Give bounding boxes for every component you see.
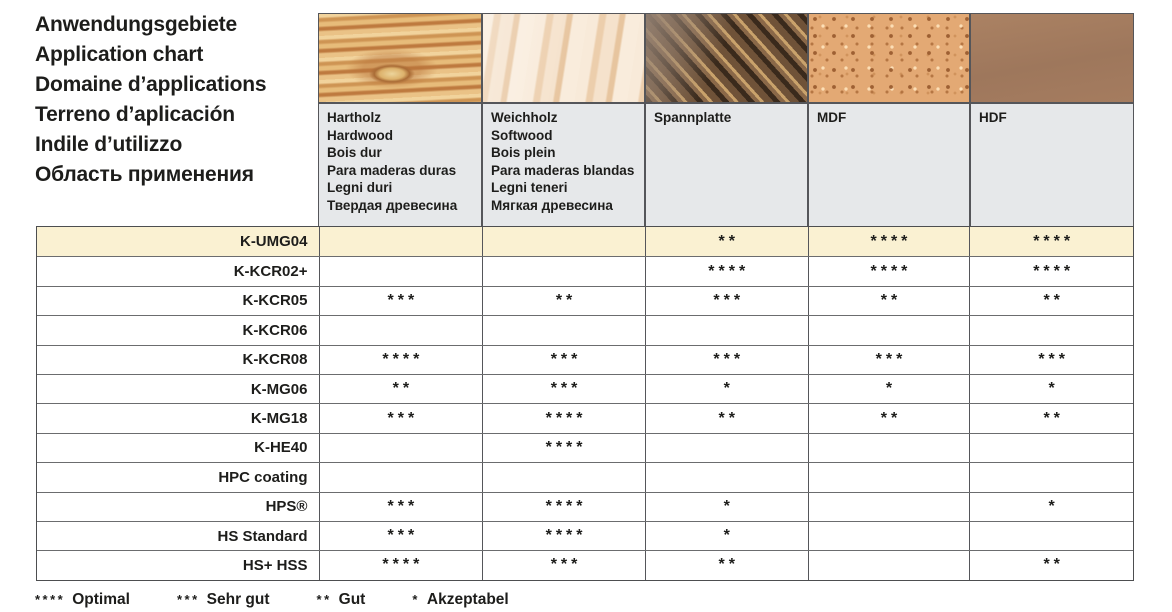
star-rating: **** (870, 232, 912, 250)
material-photo-band (318, 13, 1134, 103)
rating-cell (482, 551, 645, 579)
star-rating: **** (1033, 232, 1075, 250)
star-rating: **** (708, 262, 750, 280)
table-row-k-mg18 (37, 403, 1133, 432)
product-name: K-KCR05 (242, 292, 308, 310)
header-line: MDF (817, 110, 847, 125)
star-rating: ** (1043, 291, 1064, 309)
rating-cell (319, 227, 483, 256)
legend-stars: *** (176, 592, 200, 607)
star-rating: **** (545, 497, 587, 515)
title-en: Application chart (35, 43, 204, 66)
header-line: Weichholz (491, 110, 558, 125)
rating-cell (482, 287, 645, 315)
column-header-chipboard (645, 103, 808, 227)
rating-cell (482, 404, 645, 432)
rating-cell (808, 346, 970, 374)
table-row-k-kcr02 (37, 256, 1133, 285)
title-de: Anwendungsgebiete (35, 13, 237, 36)
row-label (37, 522, 319, 550)
star-rating: *** (387, 497, 419, 515)
legend-item-sehr-gut (177, 591, 270, 609)
header-line: Legni duri (327, 180, 393, 195)
star-rating: ** (718, 409, 739, 427)
header-line: Bois plein (491, 145, 556, 160)
rating-cell (969, 434, 1133, 462)
rating-cell (645, 227, 808, 256)
table-row-k-kcr08 (37, 345, 1133, 374)
rating-cell (808, 227, 970, 256)
star-rating: *** (713, 291, 745, 309)
rating-cell (482, 346, 645, 374)
row-label (37, 346, 319, 374)
rating-cell (482, 227, 645, 256)
rating-cell (482, 316, 645, 344)
rating-cell (969, 493, 1133, 521)
rating-cell (969, 404, 1133, 432)
header-line: Softwood (491, 127, 553, 143)
star-rating: ** (880, 409, 902, 427)
row-label (37, 493, 319, 521)
row-label (37, 257, 319, 285)
rating-cell (319, 375, 483, 403)
rating-cell (645, 463, 808, 491)
header-line: Para maderas duras (327, 162, 457, 178)
title-it: Indile d’utilizzo (35, 133, 183, 156)
rating-cell (645, 287, 808, 315)
row-label (37, 463, 319, 491)
rating-cell (319, 522, 483, 550)
table-row-hs-hss (37, 550, 1133, 579)
star-rating: ** (392, 380, 414, 398)
rating-cell (645, 493, 808, 521)
star-rating: * (1048, 497, 1059, 515)
legend-stars: ** (316, 592, 332, 607)
star-rating: *** (1038, 350, 1069, 368)
rating-cell (482, 463, 645, 491)
rating-cell (645, 551, 808, 579)
legend-item-akzeptabel (412, 591, 508, 609)
star-rating: ** (555, 291, 577, 309)
product-name: K-UMG04 (239, 233, 308, 251)
star-rating: *** (550, 350, 582, 368)
row-label (37, 375, 319, 403)
header-line: Para maderas blandas (491, 162, 635, 178)
star-rating: *** (387, 527, 419, 545)
legend-stars: * (412, 592, 420, 607)
product-name: K-MG18 (250, 410, 308, 428)
row-label (37, 287, 319, 315)
rating-cell (319, 493, 483, 521)
star-rating: * (723, 527, 734, 545)
row-label (37, 551, 319, 579)
product-name: K-KCR08 (242, 351, 308, 369)
star-rating: **** (1033, 262, 1075, 280)
row-label (37, 404, 319, 432)
header-line: Hardwood (327, 127, 393, 143)
header-line: Hartholz (327, 110, 381, 125)
rating-cell (808, 375, 970, 403)
table-row-k-umg04 (37, 227, 1133, 256)
header-line: Мягкая древесина (491, 197, 613, 213)
star-rating: *** (713, 350, 745, 368)
table-row-k-he40 (37, 433, 1133, 462)
rating-cell (319, 257, 483, 285)
rating-cell (808, 404, 970, 432)
rating-cell (645, 375, 808, 403)
rating-cell (645, 257, 808, 285)
star-rating: ** (718, 232, 739, 250)
rating-cell (808, 434, 970, 462)
star-rating: **** (545, 438, 587, 456)
header-line: Spannplatte (654, 110, 732, 125)
product-name: HPC coating (218, 468, 308, 486)
product-name: HS+ HSS (242, 556, 308, 574)
rating-cell (319, 346, 483, 374)
rating-cell (645, 434, 808, 462)
star-rating: **** (545, 527, 587, 545)
rating-cell (808, 316, 970, 344)
rating-cell (969, 522, 1133, 550)
star-rating: *** (550, 556, 582, 574)
column-header-hardwood (318, 103, 482, 227)
rating-cell (808, 522, 970, 550)
rating-cell (482, 257, 645, 285)
column-header-hdf (970, 103, 1134, 227)
star-rating: ** (880, 291, 902, 309)
rating-cell (319, 551, 483, 579)
legend-item-optimal (35, 591, 130, 609)
star-rating: ** (1043, 409, 1064, 427)
product-name: HS Standard (217, 527, 308, 545)
legend-label: Optimal (72, 591, 130, 608)
page-title (35, 10, 266, 190)
rating-cell (969, 287, 1133, 315)
title-fr: Domaine d’applications (35, 73, 267, 96)
rating-cell (808, 463, 970, 491)
header-line: Bois dur (327, 145, 382, 160)
star-rating: *** (387, 291, 419, 309)
star-rating: **** (382, 556, 424, 574)
star-rating: * (1048, 380, 1059, 398)
rating-cell (808, 493, 970, 521)
star-rating: ** (718, 556, 739, 574)
chipboard-photo (645, 13, 808, 103)
title-es: Terreno d’aplicación (35, 103, 235, 126)
legend-label: Akzeptabel (426, 591, 509, 608)
star-rating: **** (545, 409, 587, 427)
legend-item-gut (317, 591, 366, 609)
column-header-band (318, 103, 1134, 227)
table-row-k-kcr05 (37, 286, 1133, 315)
mdf-photo (808, 13, 970, 103)
rating-legend (35, 591, 556, 609)
rating-cell (482, 493, 645, 521)
star-rating: * (723, 380, 734, 398)
star-rating: **** (382, 350, 424, 368)
star-rating: **** (870, 262, 912, 280)
header-line: Legni teneri (491, 180, 568, 195)
row-label (37, 316, 319, 344)
ratings-table (36, 226, 1134, 581)
product-name: K-MG06 (250, 380, 308, 398)
legend-stars: **** (35, 592, 66, 607)
softwood-photo (482, 13, 645, 103)
rating-cell (645, 404, 808, 432)
column-header-mdf (808, 103, 970, 227)
title-ru: Область применения (35, 163, 254, 186)
legend-label: Sehr gut (206, 591, 270, 608)
rating-cell (808, 551, 970, 579)
table-row-hs-standard (37, 521, 1133, 550)
rating-cell (482, 375, 645, 403)
rating-cell (969, 375, 1133, 403)
rating-cell (808, 257, 970, 285)
rating-cell (969, 551, 1133, 579)
rating-cell (319, 434, 483, 462)
column-header-softwood (482, 103, 645, 227)
rating-cell (969, 257, 1133, 285)
star-rating: *** (875, 350, 907, 368)
rating-cell (482, 522, 645, 550)
product-name: HPS® (265, 498, 308, 516)
rating-cell (645, 346, 808, 374)
product-name: K-KCR02+ (233, 263, 308, 281)
rating-cell (969, 463, 1133, 491)
header-line: Твердая древесина (327, 197, 458, 213)
product-name: K-HE40 (254, 439, 308, 457)
row-label (37, 227, 319, 256)
table-row-k-kcr06 (37, 315, 1133, 344)
row-label (37, 434, 319, 462)
rating-cell (645, 316, 808, 344)
table-row-hpc-coating (37, 462, 1133, 491)
star-rating: ** (1043, 556, 1064, 574)
rating-cell (482, 434, 645, 462)
rating-cell (969, 316, 1133, 344)
table-row-k-mg06 (37, 374, 1133, 403)
table-row-hps (37, 492, 1133, 521)
product-name: K-KCR06 (242, 321, 308, 339)
rating-cell (645, 522, 808, 550)
rating-cell (319, 287, 483, 315)
header-line: HDF (979, 110, 1007, 125)
rating-cell (808, 287, 970, 315)
star-rating: * (885, 380, 897, 398)
star-rating: * (723, 497, 734, 515)
hardwood-photo (318, 13, 482, 103)
star-rating: *** (550, 380, 582, 398)
rating-cell (319, 463, 483, 491)
hdf-photo (970, 13, 1134, 103)
rating-cell (319, 316, 483, 344)
star-rating: *** (387, 409, 419, 427)
rating-cell (319, 404, 483, 432)
rating-cell (969, 346, 1133, 374)
legend-label: Gut (338, 591, 366, 608)
rating-cell (969, 227, 1133, 256)
